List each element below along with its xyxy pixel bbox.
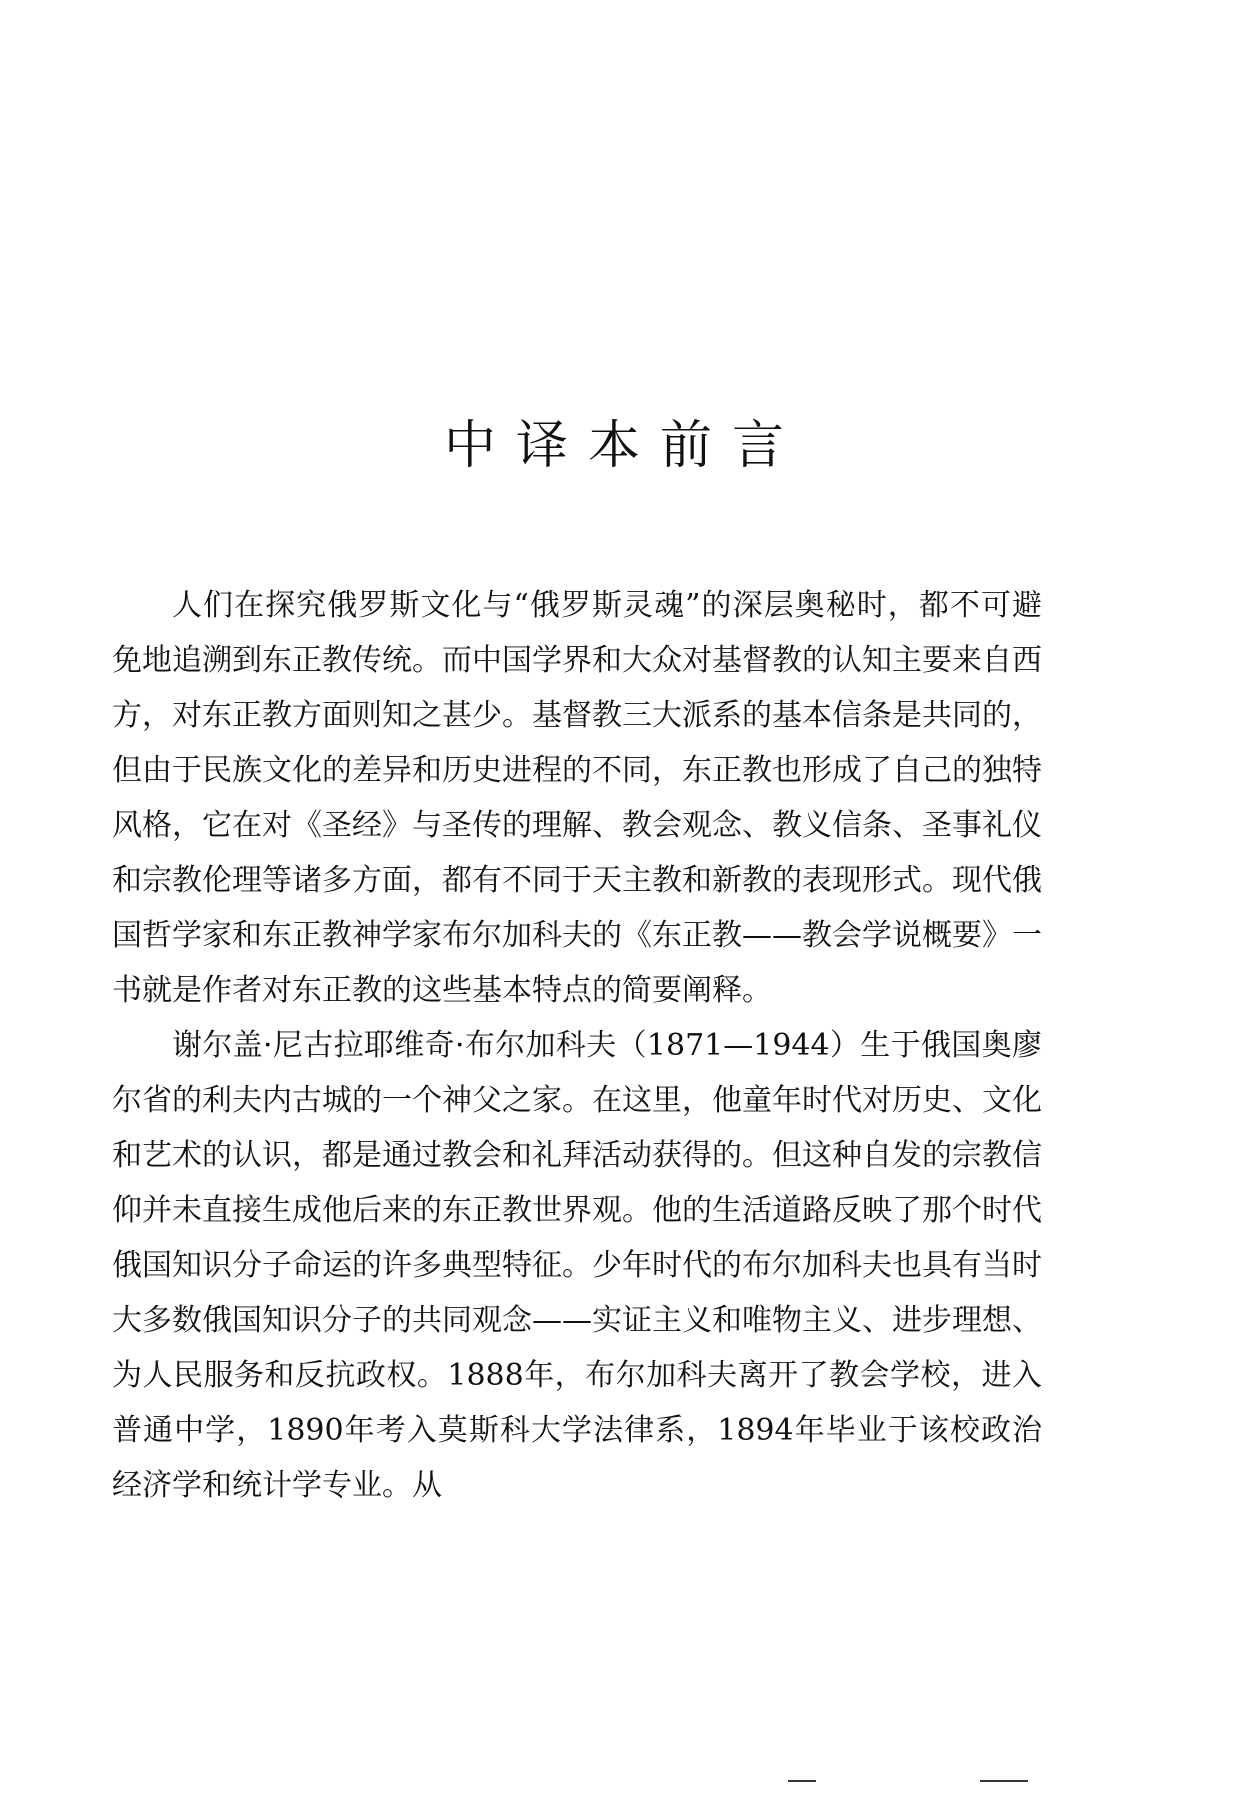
- footer-marks: [0, 1780, 1248, 1790]
- paragraph-1: 人们在探究俄罗斯文化与“俄罗斯灵魂”的深层奥秘时，都不可避免地追溯到东正教传统。而中国学界和大众对基督教的认知主要来自西方，对东正教方面则知之甚少。基督教三大派系的基本信条是共同的，但由于民族文化的差异和历史进程的不同，东正教也形成了自己的独特风格，它在对《圣经》与圣传的理解、教会观念、教义信条、圣事礼仪和宗教伦理等诸多方面，都有不同于天主教和新教的表现形式。现代俄国哲学家和东正教神学家布尔加科夫的《东正教——教会学说概要》一书就是作者对东正教的这些基本特点的简要阐释。: [112, 588, 1042, 1008]
- footer-mark-right: [980, 1780, 1028, 1782]
- paragraph-2: 谢尔盖·尼古拉耶维奇·布尔加科夫（1871—1944）生于俄国奥廖尔省的利夫内古城的一个神父之家。在这里，他童年时代对历史、文化和艺术的认识，都是通过教会和礼拜活动获得的。但这种自发的宗教信仰并未直接生成他后来的东正教世界观。他的生活道路反映了那个时代俄国知识分子命运的许多典型特征。少年时代的布尔加科夫也具有当时大多数俄国知识分子的共同观念——实证主义和唯物主义、进步理想、为人民服务和反抗政权。1888年，布尔加科夫离开了教会学校，进入普通中学，1890年考入莫斯科大学法律系，1894年毕业于该校政治经济学和统计学专业。从: [112, 1028, 1042, 1503]
- page-title: 中译本前言: [443, 415, 804, 476]
- body-text: [112, 578, 1042, 1513]
- footer-mark-left: [788, 1780, 816, 1782]
